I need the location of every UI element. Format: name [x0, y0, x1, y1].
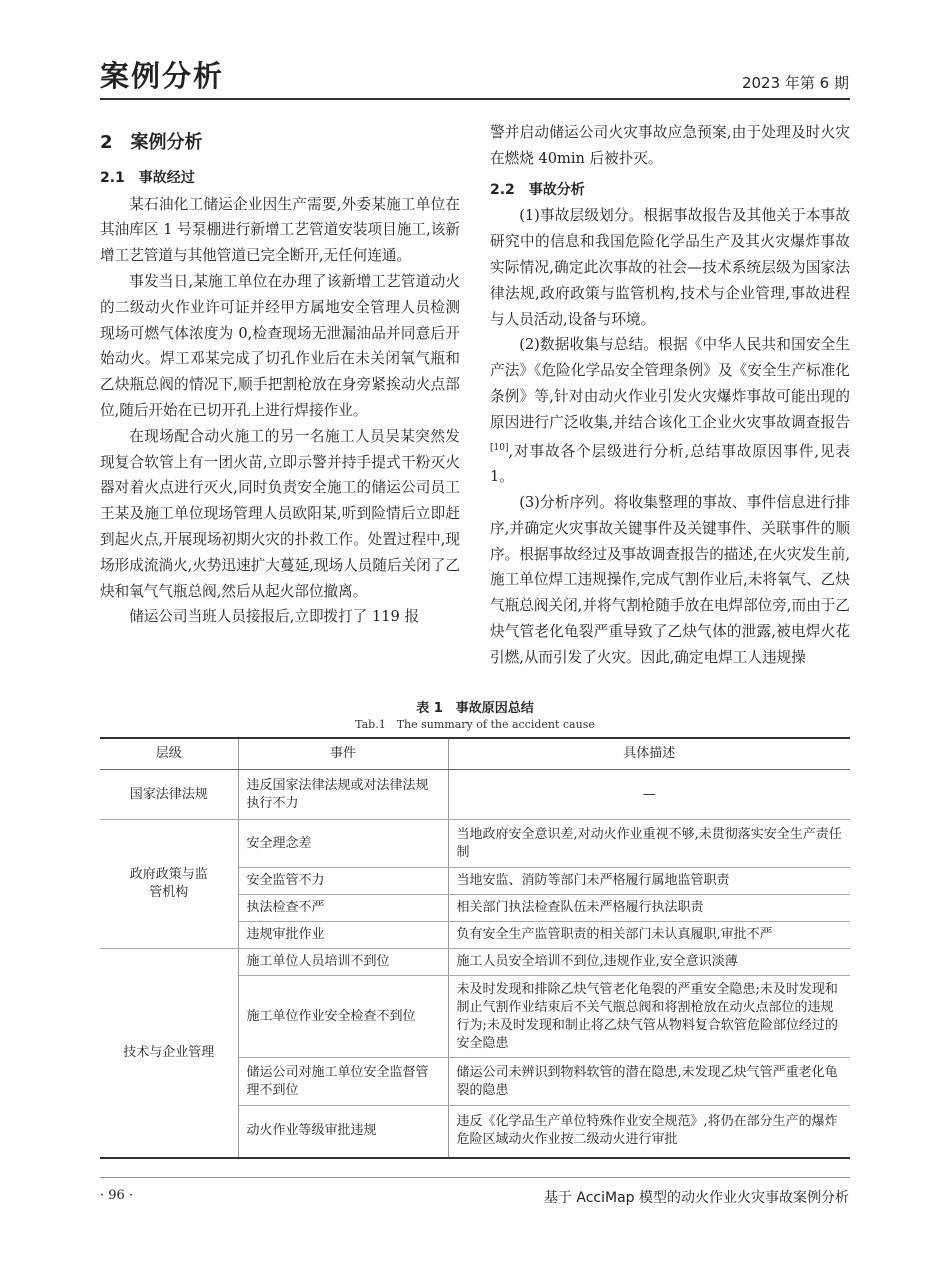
- paragraph: 某石油化工储运企业因生产需要,外委某施工单位在其油库区 1 号泵棚进行新增工艺管道安装项目施工,该新增工艺管道与其他管道已完全断开,无任何连通。: [100, 195, 460, 265]
- event-cell: 违规审批作业: [238, 922, 448, 949]
- section-heading: 2 案例分析: [100, 132, 203, 153]
- description-cell: —: [448, 770, 850, 820]
- paragraph: 警并启动储运公司火灾事故应急预案,由于处理及时火灾在燃烧 40min 后被扑灭。: [490, 124, 850, 167]
- paragraph: [490, 332, 850, 490]
- event-cell: 动火作业等级审批违规: [238, 1106, 448, 1158]
- table-caption-en: Tab.1 The summary of the accident cause: [355, 718, 595, 731]
- issue-label: 2023 年第 6 期: [741, 74, 849, 92]
- table-caption: 表 1 事故原因总结: [416, 701, 534, 716]
- page-number: · 96 ·: [100, 1188, 134, 1203]
- footer-rule: [100, 1177, 850, 1178]
- paragraph-text: (2)数据收集与总结。根据《中华人民共和国安全生产法》《危险化学品安全管理条例》及《安全生产标准化条例》等,针对由动火作业引发火灾爆炸事故可能出现的原因进行广泛收集,并结合该化工企业火灾事故调查报告: [490, 336, 850, 431]
- subsection-heading-2-2: 2.2 事故分析: [490, 181, 585, 198]
- paragraph: 在现场配合动火施工的另一名施工人员吴某突然发现复合软管上有一团火苗,立即示警并持手提式干粉灭火器对着火点进行灭火,同时负责安全施工的储运公司员工王某及施工单位现场管理人员欧阳某,听到险情后立即赶到起火点,开展现场初期火灾的扑救工作。处置过程中,现场形成流淌火,火势迅速扩大蔓延,现场人员随后关闭了乙炔和氧气气瓶总阀,然后从起火部位撤离。: [100, 427, 460, 600]
- header-description: 具体描述: [448, 738, 850, 770]
- description-cell: 储运公司未辨识到物料软管的潜在隐患,未发现乙炔气管严重老化龟裂的隐患: [448, 1058, 850, 1106]
- right-column: [490, 120, 850, 671]
- description-cell: 当地政府安全意识差,对动火作业重视不够,未贯彻落实安全生产责任制: [448, 820, 850, 868]
- paragraph: (3)分析序列。将收集整理的事故、事件信息进行排序,并确定火灾事故关键事件及关键事件、关联事件的顺序。根据事故经过及事故调查报告的描述,在火灾发生前,施工单位焊工违规操作,完成气割作业后,未将氧气、乙炔气瓶总阀关闭,并将气割枪随手放在电焊部位旁,而由于乙炔气管老化龟裂严重导致了乙炔气体的泄露,被电焊火花引燃,从而引发了火灾。因此,确定电焊工人违规操: [490, 494, 850, 666]
- journal-section-title: 案例分析: [100, 59, 225, 93]
- description-cell: 相关部门执法检查队伍未严格履行执法职责: [448, 895, 850, 922]
- header-event: 事件: [238, 738, 448, 770]
- accident-cause-table: [100, 737, 850, 1159]
- level-cell: 技术与企业管理: [100, 949, 238, 1158]
- description-cell: 当地安监、消防等部门未严格履行属地监管职责: [448, 868, 850, 895]
- event-cell: 执法检查不严: [238, 895, 448, 922]
- table-row: [100, 949, 850, 976]
- event-cell: 安全监管不力: [238, 868, 448, 895]
- citation-ref: [10]: [490, 442, 509, 453]
- description-cell: 施工人员安全培训不到位,违规作业,安全意识淡薄: [448, 949, 850, 976]
- description-cell: 违反《化学品生产单位特殊作业安全规范》,将仍在部分生产的爆炸危险区域动火作业按二级动火进行审批: [448, 1106, 850, 1158]
- paragraph: (1)事故层级划分。根据事故报告及其他关于本事故研究中的信息和我国危险化学品生产及其火灾爆炸事故实际情况,确定此次事故的社会—技术系统层级为国家法律法规,政府政策与监管机构,技术与企业管理,事故进程与人员活动,设备与环境。: [490, 207, 850, 328]
- paragraph: 事发当日,某施工单位在办理了该新增工艺管道动火的二级动火作业许可证并经甲方属地安全管理人员检测现场可燃气体浓度为 0,检查现场无泄漏油品并同意后开始动火。焊工邓某完成了切孔作业后在未关闭氧气瓶和乙炔瓶总阀的情况下,顺手把割枪放在身旁紧挨动火点部位,随后开始在已切开孔上进行焊接作业。: [100, 272, 460, 419]
- event-cell: 安全理念差: [238, 820, 448, 868]
- table-row: [100, 820, 850, 868]
- table-row: [100, 770, 850, 820]
- subsection-heading-2-1: 2.1 事故经过: [100, 169, 195, 186]
- level-cell: 国家法律法规: [100, 770, 238, 820]
- paragraph: 储运公司当班人员接报后,立即拨打了 119 报: [129, 608, 420, 626]
- header-level: 层级: [100, 738, 238, 770]
- running-title: 基于 AcciMap 模型的动火作业火灾事故案例分析: [543, 1190, 849, 1206]
- level-cell: 政府政策与监管机构: [100, 820, 238, 949]
- table-header-row: [100, 738, 850, 770]
- event-cell: 施工单位作业安全检查不到位: [238, 976, 448, 1058]
- header-rule: [100, 98, 850, 100]
- description-cell: 未及时发现和排除乙炔气管老化龟裂的严重安全隐患;未及时发现和制止气割作业结束后不关气瓶总阀和将割枪放在动火点部位的违规行为;未及时发现和制止将乙炔气管从物料复合软管危险部位经过的安全隐患: [448, 976, 850, 1058]
- left-column: [100, 120, 460, 630]
- paragraph-text: ,对事故各个层级进行分析,总结事故原因事件,见表 1。: [490, 442, 850, 486]
- event-cell: 违反国家法律法规或对法律法规执行不力: [238, 770, 448, 820]
- event-cell: 储运公司对施工单位安全监督管理不到位: [238, 1058, 448, 1106]
- event-cell: 施工单位人员培训不到位: [238, 949, 448, 976]
- description-cell: 负有安全生产监管职责的相关部门未认真履职,审批不严: [448, 922, 850, 949]
